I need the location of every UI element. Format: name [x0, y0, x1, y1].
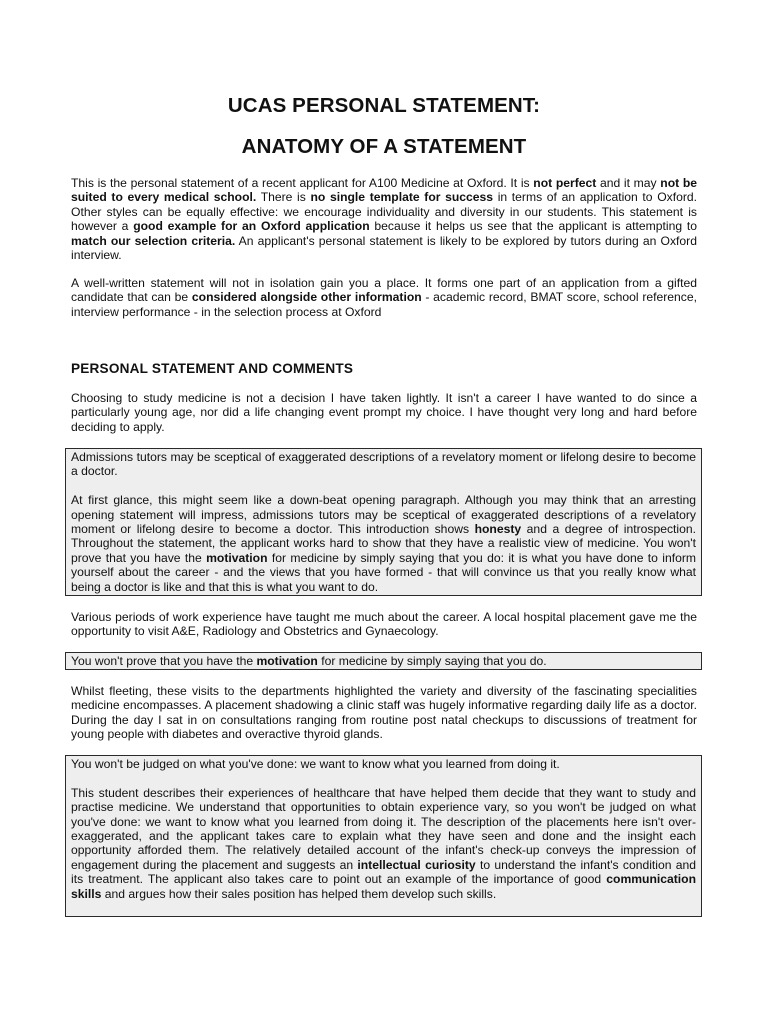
- comment-1-lead: Admissions tutors may be sceptical of exaggerated descriptions of a revelatory moment or lifelong desire to become a doctor.: [71, 450, 696, 479]
- document-title: UCAS PERSONAL STATEMENT:: [227, 94, 541, 117]
- comment-3-body: This student describes their experiences of healthcare that have helped them decide that they want to study and practise medicine. We understand that opportunities to obtain experience vary, so you won't be judged on what you've done: we want to know what you learned from doing it. The description of the placements here isn't over-exaggerated, and the applicant takes care to explain what they have seen and done and the insight each opportunity afforded them. The relatively detailed account of the infant's check-up conveys the impression of engagement during the placement and suggests an intellectual curiosity to understand the infant's condition and its treatment. The applicant also takes care to point out an example of the importance of good communication skills and argues how their sales position has helped them develop such skills.: [71, 785, 696, 901]
- comment-box-3: [65, 755, 702, 917]
- document-subtitle: ANATOMY OF A STATEMENT: [241, 135, 527, 158]
- comment-1-body: At first glance, this might seem like a down-beat opening paragraph. Although you may think that an arresting opening statement will impress, admissions tutors may be sceptical of exaggerated descriptions of a revelatory moment or lifelong desire to become a doctor. This introduction shows honesty and a degree of introspection. Throughout the statement, the applicant works hard to show that they have a realistic view of medicine. You won't prove that you have the motivation for medicine by simply saying that you do: it is what you have done to inform yourself about the career - and the views that you have formed - that will convince us that you really know what being a doctor is like and that this is what you want to do.: [71, 493, 697, 594]
- statement-paragraph-1: Choosing to study medicine is not a decision I have taken lightly. It isn't a career I have wanted to do since a particularly young age, nor did a life changing event prompt my choice. I have thought very long and hard before deciding to apply.: [71, 391, 697, 434]
- intro-paragraph-2: A well-written statement will not in isolation gain you a place. It forms one part of an application from a gifted candidate that can be considered alongside other information - academic record, BMAT score, school reference, interview performance - in the selection process at Oxford: [71, 276, 697, 319]
- comment-2-body: You won't prove that you have the motivation for medicine by simply saying that you do.: [71, 654, 547, 668]
- comment-box-1: [65, 448, 702, 596]
- comment-3-lead: You won't be judged on what you've done: we want to know what you learned from doing it.: [71, 757, 560, 771]
- intro-paragraph-1: This is the personal statement of a recent applicant for A100 Medicine at Oxford. It is not perfect and it may not be suited to every medical school. There is no single template for success in terms of an application to Oxford. Other styles can be equally effective: we encourage individuality and diversity in our students. This statement is however a good example for an Oxford application because it helps us see that the applicant is attempting to match our selection criteria. An applicant's personal statement is likely to be explored by tutors during an Oxford interview.: [71, 176, 698, 263]
- comment-box-2: [65, 652, 702, 670]
- section-heading: PERSONAL STATEMENT AND COMMENTS: [71, 361, 354, 376]
- statement-paragraph-2: Various periods of work experience have taught me much about the career. A local hospital placement gave me the opportunity to visit A&E, Radiology and Obstetrics and Gynaecology.: [71, 610, 697, 639]
- statement-paragraph-3: Whilst fleeting, these visits to the departments highlighted the variety and diversity of the fascinating specialities medicine encompasses. A placement shadowing a clinic staff was hugely informative regarding daily life as a doctor. During the day I sat in on consultations ranging from routine post natal checkups to discussions of treatment for young people with diabetes and overactive thyroid glands.: [71, 684, 697, 742]
